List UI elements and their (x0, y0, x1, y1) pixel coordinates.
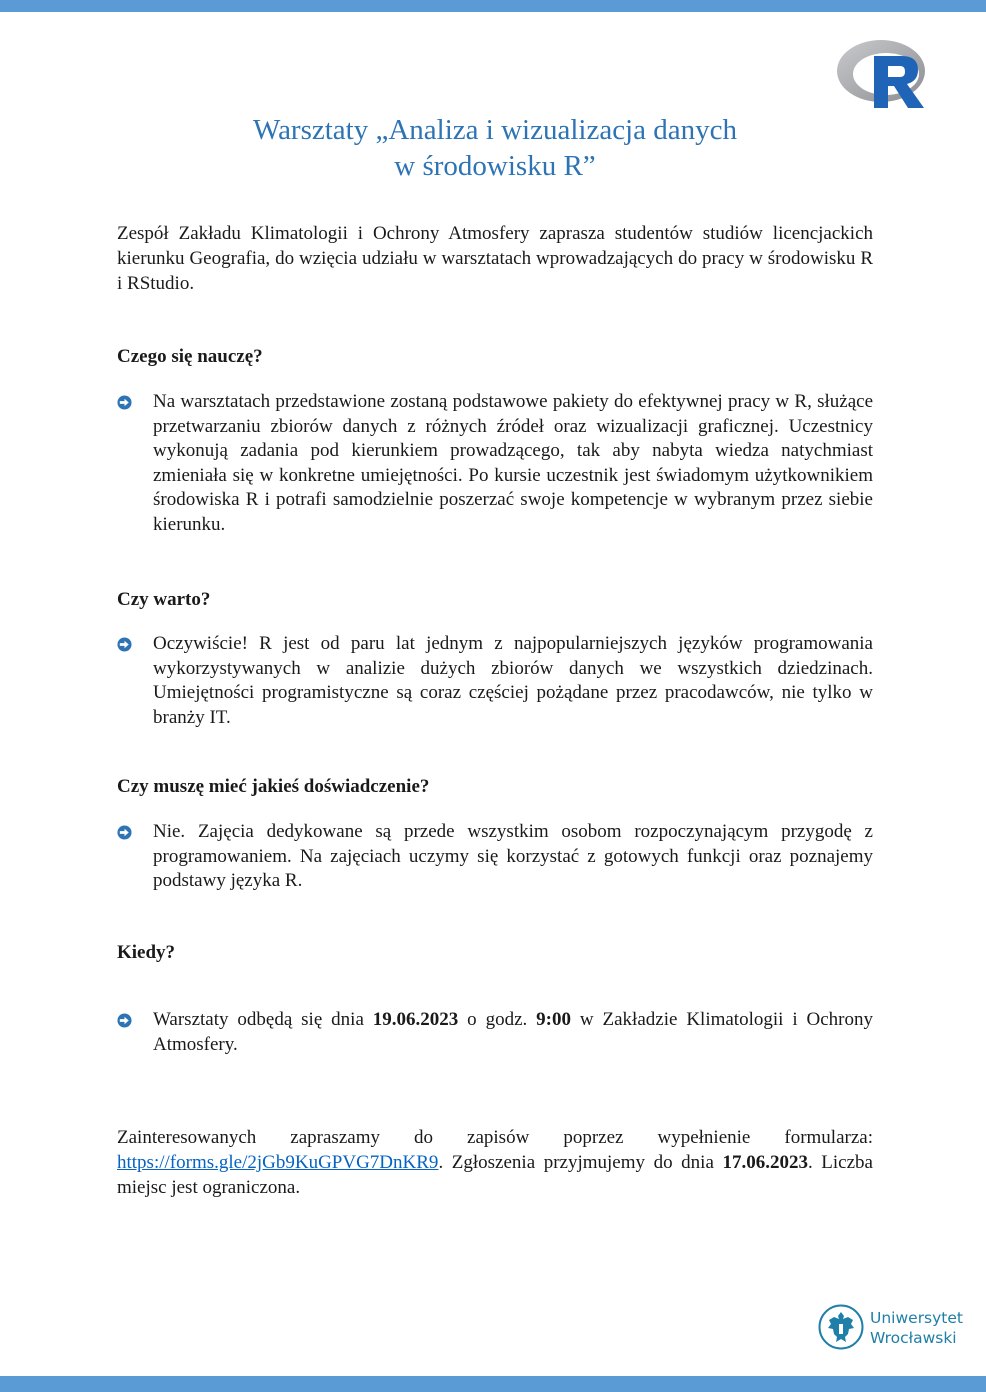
arrow-bullet-icon (117, 395, 132, 410)
eagle-crest-icon (818, 1304, 864, 1350)
arrow-bullet-icon (117, 637, 132, 652)
bullet-is-it-worth: Oczywiście! R jest od paru lat jednym z najpopularniejszych języków programowania wykorzystywanych w analizie dużych zbiorów danych we wszystkich dziedzinach. Umiejętności programistyczne są coraz częściej pożądane przez pracodawców, nie tylko w branży IT. (117, 632, 873, 730)
arrow-bullet-icon (117, 825, 132, 840)
workshop-date: 19.06.2023 (372, 1009, 459, 1030)
section-heading-when: Kiedy? (117, 942, 176, 963)
workshop-time: 9:00 (536, 1009, 571, 1030)
bullet-when: Warsztaty odbędą się dnia 19.06.2023 o godz. 9:00 w Zakładzie Klimatologii i Ochrony Atmosfery. (117, 1008, 873, 1057)
signup-form-link[interactable]: https://forms.gle/2jGb9KuGPVG7DnKR9 (117, 1152, 439, 1173)
university-logo (818, 1304, 978, 1358)
bullet-what-will-i-learn: Na warsztatach przedstawione zostaną podstawowe pakiety do efektywnej pracy w R, służące przetwarzaniu zbiorów danych z różnych źródeł oraz wizualizacji graficznej. Uczestnicy wykonują zadania pod kierunkiem prowadzącego, tak aby nabyta wiedza natychmiast zmieniała się w konkretne umiejętności. Po kursie uczestnik jest świadomym użytkownikiem środowiska R i potrafi samodzielnie poszerzać swoje kompetencje w wybranym przez siebie kierunku. (117, 390, 873, 537)
page-title (120, 112, 870, 184)
section-heading-is-it-worth: Czy warto? (117, 589, 211, 610)
university-name-line-2: Wrocławski (870, 1329, 957, 1347)
section-heading-what-will-i-learn: Czego się nauczę? (117, 346, 263, 367)
title-line-1: Warsztaty „Analiza i wizualizacja danych (253, 114, 737, 146)
intro-paragraph: Zespół Zakładu Klimatologii i Ochrony Atmosfery zaprasza studentów studiów licencjackich kierunku Geografia, do wzięcia udziału w warsztatach wprowadzających do pracy w środowisku R i RStudio. (117, 223, 873, 294)
section-heading-experience: Czy muszę mieć jakieś doświadczenie? (117, 776, 430, 797)
bottom-accent-bar (0, 1376, 986, 1392)
signup-deadline: 17.06.2023 (722, 1152, 808, 1173)
signup-paragraph: Zainteresowanych zapraszamy do zapisów poprzez wypełnienie formularza: https://forms.gle/2jGb9KuGPVG7DnKR9. Zgłoszenia przyjmujemy do dnia 17.06.2023. Liczba miejsc jest ograniczona. (117, 1127, 873, 1198)
university-name-line-1: Uniwersytet (870, 1309, 963, 1327)
r-logo-icon (836, 38, 928, 110)
arrow-bullet-icon (117, 1013, 132, 1028)
top-accent-bar (0, 0, 986, 12)
title-line-2: w środowisku R” (394, 150, 596, 182)
bullet-experience: Nie. Zajęcia dedykowane są przede wszystkim osobom rozpoczynającym przygodę z programowaniem. Na zajęciach uczymy się korzystać z gotowych funkcji oraz poznajemy podstawy języka R. (117, 820, 873, 894)
